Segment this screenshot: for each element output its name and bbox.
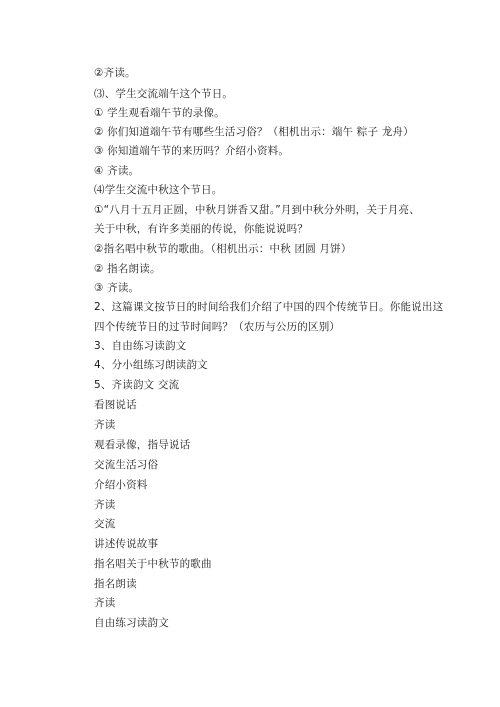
text-line: ⑶、学生交流端午这个节日。: [94, 88, 234, 100]
text-line: 齐读: [94, 419, 116, 431]
text-line: 交流: [94, 518, 116, 530]
text-line: 交流生活习俗: [94, 459, 159, 471]
text-line: 指名唱关于中秋节的歌曲: [94, 558, 212, 570]
text-line: 介绍小资料: [94, 479, 148, 491]
text-line: ②指名唱中秋节的歌曲。（相机出示：中秋 团圆 月饼）: [94, 243, 352, 255]
text-line: ①“八月十五月正圆，中秋月饼香又甜。”月到中秋分外明，关于月亮、: [94, 204, 420, 216]
text-line: 讲述传说故事: [94, 538, 159, 550]
text-line: 看图说话: [94, 399, 137, 411]
text-line: ⑷学生交流中秋这个节日。: [94, 184, 223, 196]
text-line: ② 指名朗读。: [94, 263, 161, 275]
text-line: 指名朗读: [94, 578, 137, 590]
text-line: ④ 齐读。: [94, 165, 140, 177]
text-line: ③ 你知道端午节的来历吗？介绍小资料。: [94, 145, 290, 157]
text-line: 观看录像，指导说话: [94, 439, 191, 451]
text-line: ② 你们知道端午节有哪些生活习俗？（相机出示：端午 粽子 龙舟）: [94, 126, 414, 138]
text-line: ②齐读。: [94, 67, 136, 79]
text-line: 3、自由练习读韵文: [94, 340, 187, 352]
text-line: 自由练习读韵文: [94, 617, 169, 629]
text-line: 四个传统节日的过节时间吗？（农历与公历的区别）: [94, 321, 341, 333]
text-line: 齐读: [94, 597, 116, 609]
text-line: 齐读: [94, 499, 116, 511]
text-line: ③ 齐读。: [94, 282, 140, 294]
text-line: 4、分小组练习朗读韵文: [94, 359, 208, 371]
text-line: 5、齐读韵文 交流: [94, 379, 180, 391]
text-line: ① 学生观看端午节的录像。: [94, 107, 225, 119]
text-line: 2、这篇课文按节日的时间给我们介绍了中国的四个传统节日。你能说出这: [94, 301, 444, 313]
text-line: 关于中秋，有许多美丽的传说，你能说说吗？: [94, 223, 308, 235]
